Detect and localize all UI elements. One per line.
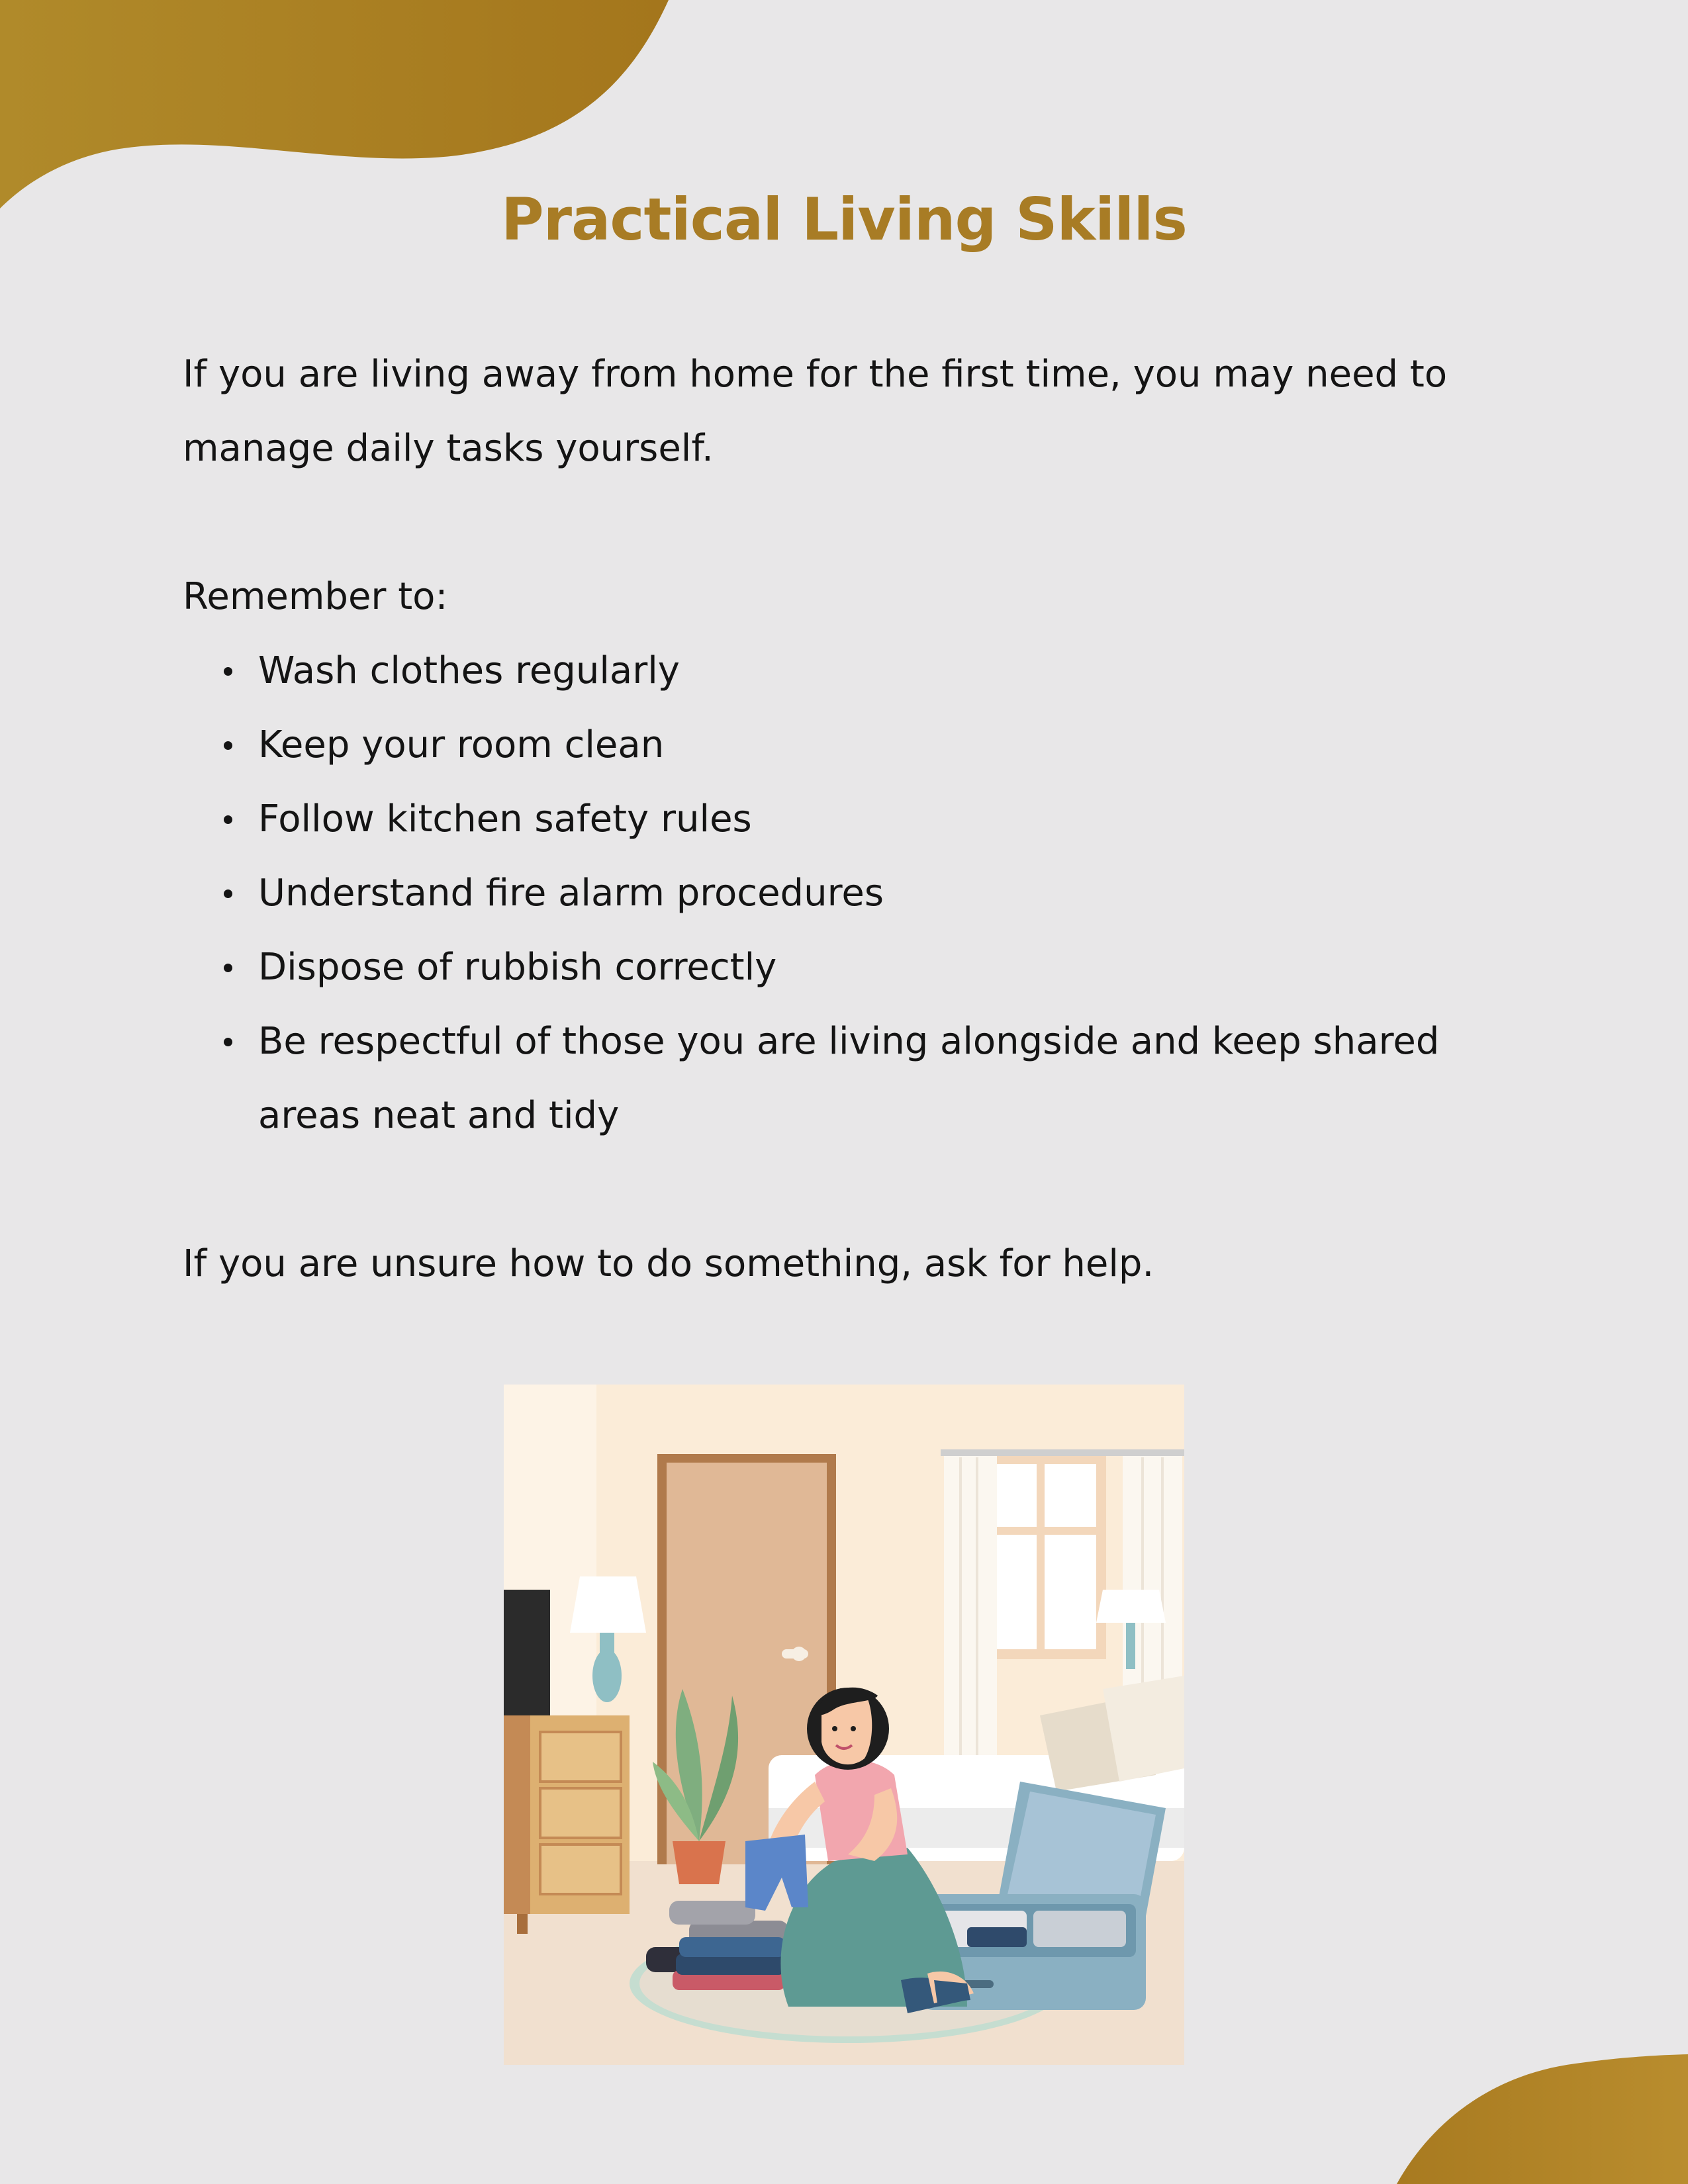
person-packing-suitcase-illustration bbox=[504, 1385, 1184, 2065]
tips-list bbox=[183, 634, 1507, 1153]
list-item: Keep your room clean bbox=[258, 708, 1507, 782]
list-item: Understand fire alarm procedures bbox=[258, 856, 1507, 931]
intro-paragraph: If you are living away from home for the first time, you may need to manage daily tasks yourself. bbox=[183, 353, 1448, 470]
list-item: Be respectful of those you are living alongside and keep shared areas neat and tidy bbox=[258, 1005, 1507, 1153]
list-item: Wash clothes regularly bbox=[258, 634, 1507, 708]
corner-decoration-bottom-right bbox=[1357, 2052, 1688, 2184]
page-title: Practical Living Skills bbox=[501, 185, 1187, 253]
list-item: Follow kitchen safety rules bbox=[258, 782, 1507, 856]
list-item: Dispose of rubbish correctly bbox=[258, 931, 1507, 1005]
main-content bbox=[183, 338, 1507, 1301]
corner-decoration-top-left bbox=[0, 0, 669, 212]
closing-paragraph: If you are unsure how to do something, ask for help. bbox=[183, 1242, 1154, 1285]
remember-label: Remember to: bbox=[183, 575, 448, 618]
